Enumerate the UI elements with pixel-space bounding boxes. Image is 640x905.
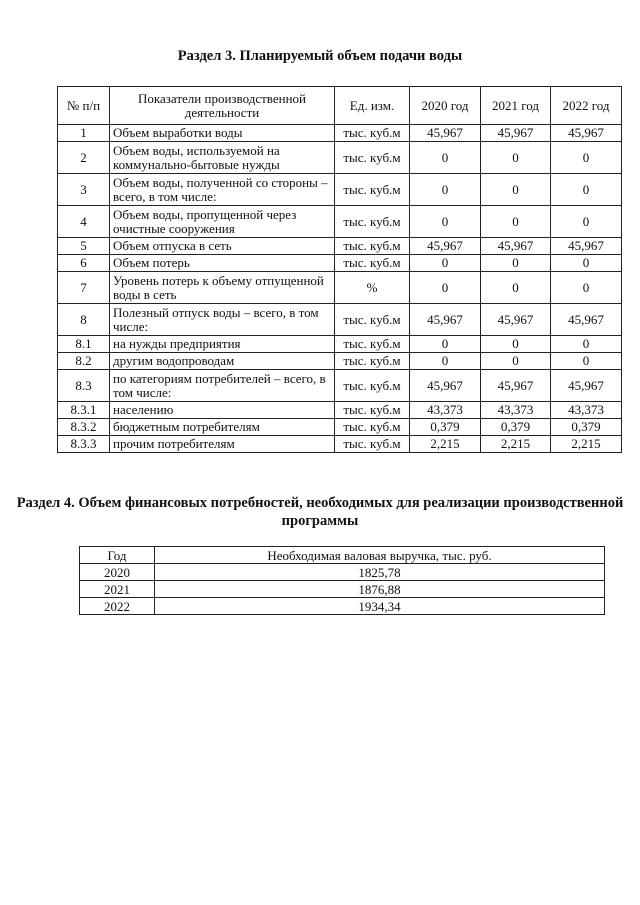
value-2021: 43,373 (481, 402, 551, 419)
indicator-name: населению (110, 402, 335, 419)
revenue-value: 1876,88 (155, 581, 605, 598)
table-row (58, 255, 622, 272)
row-num: 5 (58, 238, 110, 255)
row-num: 8.3.3 (58, 436, 110, 453)
row-num: 2 (58, 142, 110, 174)
year: 2021 (80, 581, 155, 598)
table-row (80, 598, 605, 615)
row-num: 8.3.1 (58, 402, 110, 419)
year: 2022 (80, 598, 155, 615)
value-2021: 0 (481, 353, 551, 370)
value-2020: 0 (410, 206, 481, 238)
value-2020: 45,967 (410, 370, 481, 402)
indicator-name: по категориям потребителей – всего, в том числе: (110, 370, 335, 402)
value-2022: 0,379 (551, 419, 622, 436)
table-row (58, 174, 622, 206)
value-2020: 43,373 (410, 402, 481, 419)
unit: тыс. куб.м (335, 370, 410, 402)
value-2021: 45,967 (481, 238, 551, 255)
section4-title: Объем финансовых потребностей, необходимых для реализации производственной программы (78, 495, 624, 529)
value-2020: 45,967 (410, 304, 481, 336)
table-row (58, 142, 622, 174)
table-row (80, 564, 605, 581)
value-2022: 0 (551, 353, 622, 370)
value-2020: 0 (410, 272, 481, 304)
unit: тыс. куб.м (335, 255, 410, 272)
value-2022: 0 (551, 174, 622, 206)
table-header-row (58, 87, 622, 125)
unit: тыс. куб.м (335, 142, 410, 174)
row-num: 1 (58, 125, 110, 142)
section4-label: Раздел 4. (16, 495, 75, 511)
indicator-name: Объем воды, полученной со стороны – всего, в том числе: (110, 174, 335, 206)
indicator-name: Уровень потерь к объему отпущенной воды в сеть (110, 272, 335, 304)
value-2022: 0 (551, 142, 622, 174)
value-2022: 45,967 (551, 370, 622, 402)
section3-label: Раздел 3. (177, 48, 236, 64)
table-row (58, 238, 622, 255)
row-num: 7 (58, 272, 110, 304)
value-2022: 45,967 (551, 304, 622, 336)
header-year: Год (80, 547, 155, 564)
revenue-value: 1934,34 (155, 598, 605, 615)
table-row (58, 125, 622, 142)
value-2021: 0 (481, 142, 551, 174)
header-indicator: Показатели производственной деятельности (110, 87, 335, 125)
row-num: 8.3.2 (58, 419, 110, 436)
table-row (58, 419, 622, 436)
header-2022: 2022 год (551, 87, 622, 125)
unit: % (335, 272, 410, 304)
value-2021: 45,967 (481, 125, 551, 142)
value-2021: 45,967 (481, 370, 551, 402)
year: 2020 (80, 564, 155, 581)
table-row (58, 402, 622, 419)
table-row (58, 304, 622, 336)
value-2020: 0 (410, 142, 481, 174)
row-num: 6 (58, 255, 110, 272)
section3-heading (0, 47, 640, 65)
value-2022: 0 (551, 206, 622, 238)
header-revenue: Необходимая валовая выручка, тыс. руб. (155, 547, 605, 564)
value-2021: 0,379 (481, 419, 551, 436)
header-2020: 2020 год (410, 87, 481, 125)
row-num: 8.1 (58, 336, 110, 353)
value-2021: 0 (481, 206, 551, 238)
indicator-name: Объем отпуска в сеть (110, 238, 335, 255)
water-supply-table (57, 86, 622, 453)
section4-heading (0, 494, 640, 530)
value-2022: 0 (551, 272, 622, 304)
value-2022: 43,373 (551, 402, 622, 419)
indicator-name: Объем выработки воды (110, 125, 335, 142)
indicator-name: на нужды предприятия (110, 336, 335, 353)
value-2020: 2,215 (410, 436, 481, 453)
section3-title: Планируемый объем подачи воды (239, 48, 463, 64)
indicator-name: Полезный отпуск воды – всего, в том числе: (110, 304, 335, 336)
value-2020: 45,967 (410, 238, 481, 255)
header-num: № п/п (58, 87, 110, 125)
table-row (58, 353, 622, 370)
value-2020: 45,967 (410, 125, 481, 142)
value-2021: 0 (481, 255, 551, 272)
indicator-name: Объем потерь (110, 255, 335, 272)
table-row (58, 336, 622, 353)
unit: тыс. куб.м (335, 419, 410, 436)
row-num: 3 (58, 174, 110, 206)
value-2020: 0 (410, 336, 481, 353)
header-2021: 2021 год (481, 87, 551, 125)
row-num: 8 (58, 304, 110, 336)
value-2021: 0 (481, 336, 551, 353)
row-num: 8.3 (58, 370, 110, 402)
indicator-name: другим водопроводам (110, 353, 335, 370)
indicator-name: бюджетным потребителям (110, 419, 335, 436)
unit: тыс. куб.м (335, 336, 410, 353)
value-2022: 45,967 (551, 238, 622, 255)
value-2022: 2,215 (551, 436, 622, 453)
unit: тыс. куб.м (335, 174, 410, 206)
table-row (58, 370, 622, 402)
table-row (58, 272, 622, 304)
unit: тыс. куб.м (335, 353, 410, 370)
indicator-name: Объем воды, используемой на коммунально-бытовые нужды (110, 142, 335, 174)
row-num: 4 (58, 206, 110, 238)
value-2022: 45,967 (551, 125, 622, 142)
header-unit: Ед. изм. (335, 87, 410, 125)
table-row (58, 206, 622, 238)
unit: тыс. куб.м (335, 125, 410, 142)
value-2021: 0 (481, 174, 551, 206)
value-2020: 0,379 (410, 419, 481, 436)
table-row (58, 436, 622, 453)
table-header-row (80, 547, 605, 564)
value-2020: 0 (410, 174, 481, 206)
financial-needs-table (79, 546, 605, 615)
table-row (80, 581, 605, 598)
value-2022: 0 (551, 336, 622, 353)
indicator-name: Объем воды, пропущенной через очистные сооружения (110, 206, 335, 238)
row-num: 8.2 (58, 353, 110, 370)
unit: тыс. куб.м (335, 304, 410, 336)
unit: тыс. куб.м (335, 238, 410, 255)
value-2020: 0 (410, 255, 481, 272)
revenue-value: 1825,78 (155, 564, 605, 581)
unit: тыс. куб.м (335, 402, 410, 419)
value-2021: 0 (481, 272, 551, 304)
unit: тыс. куб.м (335, 206, 410, 238)
value-2022: 0 (551, 255, 622, 272)
indicator-name: прочим потребителям (110, 436, 335, 453)
value-2021: 45,967 (481, 304, 551, 336)
value-2021: 2,215 (481, 436, 551, 453)
value-2020: 0 (410, 353, 481, 370)
unit: тыс. куб.м (335, 436, 410, 453)
